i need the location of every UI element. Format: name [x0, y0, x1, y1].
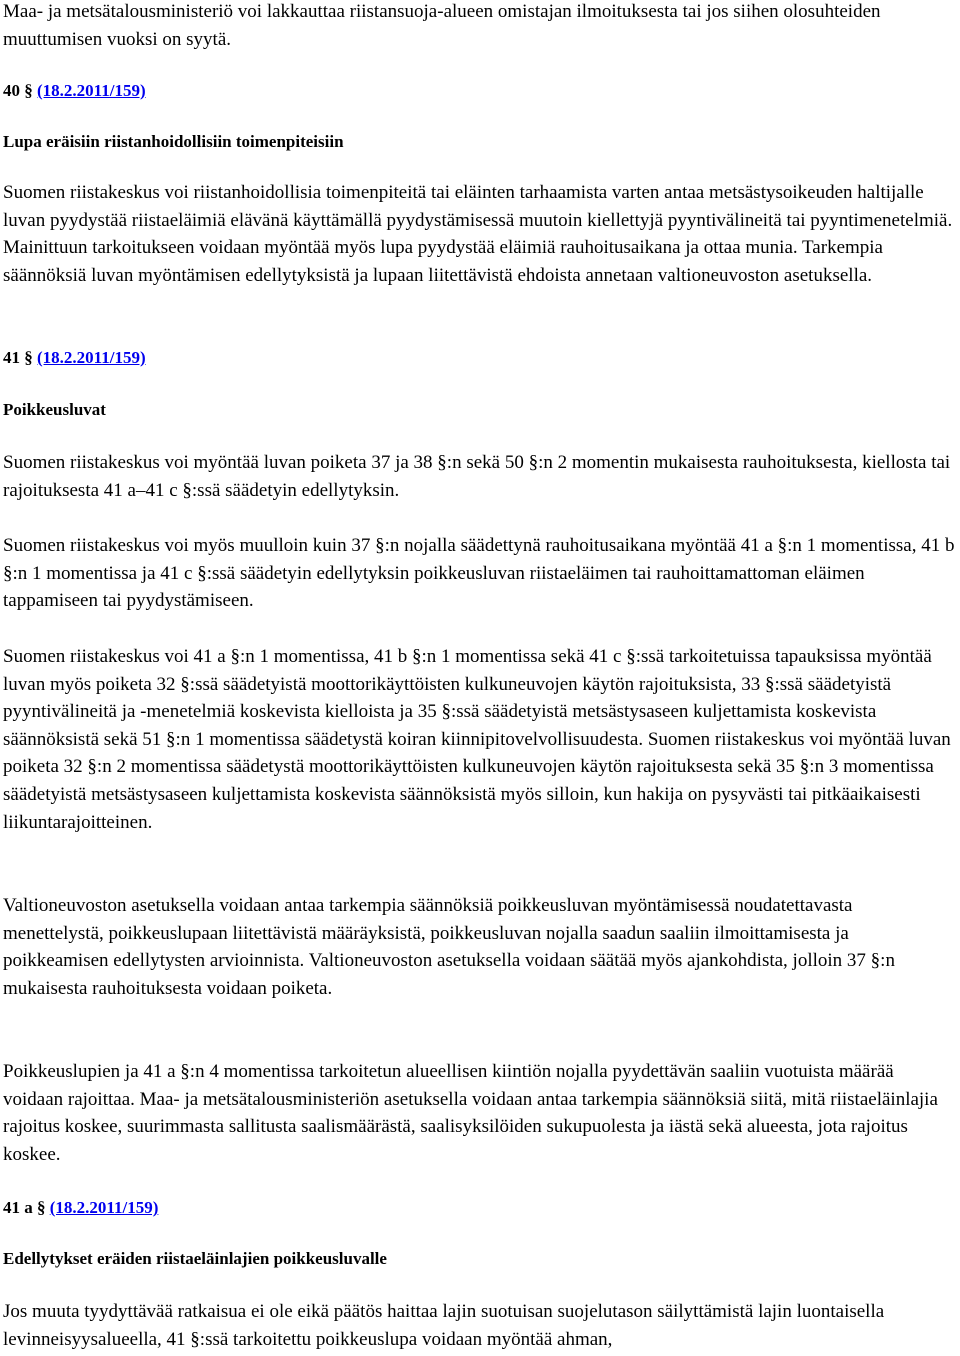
section-41a-heading — [3, 1196, 158, 1220]
section-41-heading — [3, 346, 146, 370]
section-41a-amendment-link[interactable]: (18.2.2011/159) — [49, 1198, 159, 1217]
section-41-amendment-link[interactable]: (18.2.2011/159) — [37, 348, 146, 367]
intro-paragraph: Maa- ja metsätalousministeriö voi lakkauttaa riistansuoja-alueen omistajan ilmoituksesta tai jos siihen olosuhteiden muuttumisen vuoksi on syytä. — [3, 1, 881, 50]
section-41-paragraph-5: Poikkeuslupien ja 41 a §:n 4 momentissa tarkoitetun alueellisen kiintiön nojalla pyydettävän saaliin vuotuista määrää voidaan rajoittaa. Maa- ja metsätalousministeriön asetuksella voidaan antaa tarkempia säännöksiä siitä, mitä riistaeläinlajia rajoitus koskee, suurimmasta sallitusta saalismäärästä, saalisyksilöiden sukupuolesta ja iästä sekä alueesta, jota rajoitus koskee. — [3, 1061, 938, 1165]
section-40-paragraph-1: Suomen riistakeskus voi riistanhoidollisia toimenpiteitä tai eläinten tarhaamista varten antaa metsästysoikeuden haltijalle luvan pyydystää riistaeläimiä elävänä käyttämällä pyydystämisessä muutoin kiellettyjä pyyntivälineitä tai pyyntimenetelmiä. Mainittuun tarkoitukseen voidaan myöntää myös lupa pyydystää eläimiä rauhoitusaikana ja ottaa munia. Tarkempia säännöksiä luvan myöntämisen edellytyksistä ja lupaan liitettävistä ehdoista annetaan valtioneuvoston asetuksella. — [3, 182, 953, 286]
section-41-paragraph-2: Suomen riistakeskus voi myös muulloin kuin 37 §:n nojalla säädettynä rauhoitusaikana myöntää 41 a §:n 1 momentissa, 41 b §:n 1 momentissa ja 41 c §:ssä säädetyin edellytyksin poikkeusluvan riistaeläimen tai rauhoittamattoman eläimen tappamiseen tai pyydystämiseen. — [3, 535, 955, 612]
section-40-amendment-link[interactable]: (18.2.2011/159) — [37, 81, 146, 100]
section-41a-number: 41 a § — [3, 1198, 46, 1217]
section-40-title: Lupa eräisiin riistanhoidollisiin toimenpiteisiin — [3, 132, 344, 151]
section-40-number: 40 § — [3, 81, 33, 100]
section-41a-title: Edellytykset eräiden riistaeläinlajien poikkeusluvalle — [3, 1249, 387, 1268]
section-41-paragraph-3: Suomen riistakeskus voi 41 a §:n 1 momentissa, 41 b §:n 1 momentissa sekä 41 c §:ssä tarkoitetuissa tapauksissa myöntää luvan myös poiketa 32 §:ssä säädetyistä moottorikäyttöisten kulkuneuvojen käytön rajoituksista, 33 §:ssä säädetyistä pyyntivälineitä ja -menetelmiä koskevista kielloista ja 35 §:ssä säädetyistä metsästysaseen kuljettamista koskevista säännöksistä sekä 51 §:n 1 momentissa säädetystä koiran kiinnipitovelvollisuudesta. Suomen riistakeskus voi myöntää luvan poiketa 32 §:n 2 momentissa säädetystä moottorikäyttöisten kulkuneuvojen käytön rajoituksesta sekä 35 §:n 3 momentissa säädetyistä metsästysaseen kuljettamista koskevista säännöksistä myös silloin, kun hakija on pysyvästi tai pitkäaikaisesti liikuntarajoitteinen. — [3, 646, 951, 833]
section-41-number: 41 § — [3, 348, 33, 367]
section-41a-paragraph-1: Jos muuta tyydyttävää ratkaisua ei ole eikä päätös haittaa lajin suotuisan suojelutason säilyttämistä lajin luontaisella levinneisyysalueella, 41 §:ssä tarkoitettu poikkeuslupa voidaan myöntää ahman, — [3, 1301, 885, 1350]
section-41-paragraph-4: Valtioneuvoston asetuksella voidaan antaa tarkempia säännöksiä poikkeusluvan myöntämisessä noudatettavasta menettelystä, poikkeuslupaan liitettävistä määräyksistä, poikkeusluvan nojalla saadun saaliin ilmoittamisesta ja poikkeamisen edellytysten arvioinnista. Valtioneuvoston asetuksella voidaan säätää myös ajankohdista, jolloin 37 §:n mukaisesta rauhoituksesta voidaan poiketa. — [3, 895, 895, 999]
section-40-heading — [3, 79, 146, 103]
section-41-title: Poikkeusluvat — [3, 400, 106, 419]
section-41-paragraph-1: Suomen riistakeskus voi myöntää luvan poiketa 37 ja 38 §:n sekä 50 §:n 2 momentin mukaisesta rauhoituksesta, kiellosta tai rajoituksesta 41 a–41 c §:ssä säädetyin edellytyksin. — [3, 452, 951, 501]
